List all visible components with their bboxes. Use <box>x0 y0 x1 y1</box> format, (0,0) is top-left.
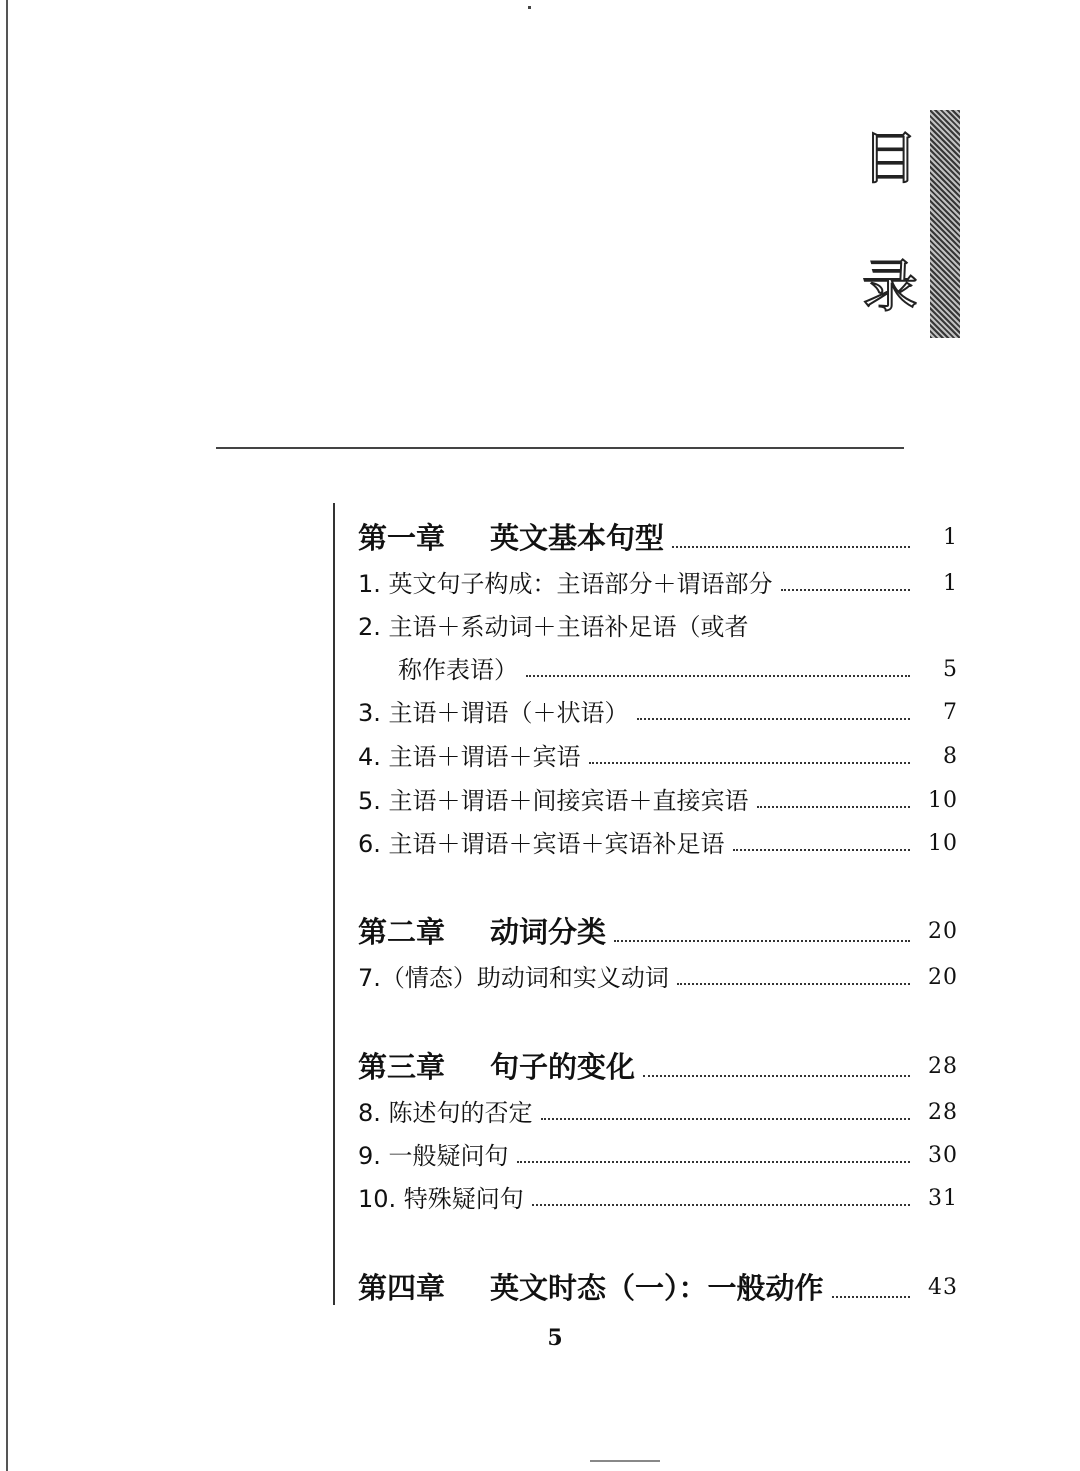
horizontal-rule <box>216 447 904 449</box>
dot-leader <box>517 1161 910 1163</box>
toc-entry-9[interactable] <box>358 1141 958 1171</box>
page-ref: 43 <box>928 1275 958 1300</box>
page-ref: 8 <box>943 744 958 769</box>
entry-text: 8. 陈述句的否定 <box>358 1099 533 1127</box>
scan-speck <box>590 1460 660 1462</box>
dot-leader <box>781 589 910 591</box>
page-ref: 5 <box>943 657 958 682</box>
page-number: 5 <box>547 1325 563 1351</box>
toc-entry-8[interactable] <box>358 1098 958 1128</box>
page-ref: 31 <box>928 1186 958 1211</box>
dot-leader <box>541 1118 910 1120</box>
toc-entry-2-continued[interactable] <box>398 655 958 685</box>
page-ref: 20 <box>928 919 958 944</box>
page-edge <box>6 0 8 1471</box>
chapter-number: 第三章 <box>358 1050 446 1084</box>
toc-chapter-2[interactable] <box>358 914 958 950</box>
toc-vertical-bar <box>333 503 335 1305</box>
decorative-band <box>930 110 960 338</box>
dot-leader <box>532 1204 910 1206</box>
dot-leader <box>589 762 910 764</box>
toc-entry-10[interactable] <box>358 1184 958 1214</box>
chapter-title: 英文基本句型 <box>490 521 665 555</box>
dot-leader <box>832 1296 910 1298</box>
entry-text: 1. 英文句子构成：主语部分＋谓语部分 <box>358 570 773 598</box>
toc-entry-7[interactable] <box>358 963 958 993</box>
entry-text: 7.（情态）助动词和实义动词 <box>358 964 669 992</box>
chapter-number: 第四章 <box>358 1271 446 1305</box>
entry-text: 3. 主语＋谓语（＋状语） <box>358 699 629 727</box>
toc-entry-2[interactable] <box>358 612 958 642</box>
page-ref: 1 <box>943 571 958 596</box>
dot-leader <box>637 718 910 720</box>
toc-entry-6[interactable] <box>358 829 958 859</box>
entry-text: 4. 主语＋谓语＋宾语 <box>358 743 581 771</box>
toc-entry-5[interactable] <box>358 786 958 816</box>
chapter-title: 句子的变化 <box>490 1050 636 1084</box>
dot-leader <box>677 983 910 985</box>
dot-leader <box>526 675 910 677</box>
toc-entry-1[interactable] <box>358 569 958 599</box>
page-ref: 28 <box>928 1100 958 1125</box>
page-ref: 20 <box>928 965 958 990</box>
entry-text: 10. 特殊疑问句 <box>358 1185 524 1213</box>
toc-entry-3[interactable] <box>358 698 958 728</box>
chapter-title: 动词分类 <box>490 915 607 949</box>
dot-leader <box>643 1075 910 1077</box>
entry-text: 9. 一般疑问句 <box>358 1142 509 1170</box>
toc-entry-4[interactable] <box>358 742 958 772</box>
heading-char-mu: 目 <box>862 127 918 192</box>
page-ref: 30 <box>928 1143 958 1168</box>
page-ref: 10 <box>928 831 958 856</box>
chapter-title: 英文时态（一）：一般动作 <box>490 1271 824 1305</box>
entry-text: 5. 主语＋谓语＋间接宾语＋直接宾语 <box>358 787 749 815</box>
toc-chapter-3[interactable] <box>358 1049 958 1085</box>
toc-heading <box>858 100 968 340</box>
chapter-number: 第二章 <box>358 915 446 949</box>
entry-text: 称作表语） <box>398 656 518 684</box>
heading-char-lu: 录 <box>862 255 918 320</box>
toc-chapter-1[interactable] <box>358 520 958 556</box>
dot-leader <box>672 546 910 548</box>
chapter-number: 第一章 <box>358 521 446 555</box>
toc-chapter-4[interactable] <box>358 1270 958 1306</box>
page-ref: 28 <box>928 1054 958 1079</box>
page-ref: 10 <box>928 788 958 813</box>
page-ref: 1 <box>943 525 958 550</box>
page-ref: 7 <box>943 700 958 725</box>
entry-text: 2. 主语＋系动词＋主语补足语（或者 <box>358 613 749 641</box>
dot-leader <box>614 940 910 942</box>
dot-leader <box>733 849 910 851</box>
entry-text: 6. 主语＋谓语＋宾语＋宾语补足语 <box>358 830 725 858</box>
scan-speck <box>528 6 531 9</box>
dot-leader <box>757 806 910 808</box>
